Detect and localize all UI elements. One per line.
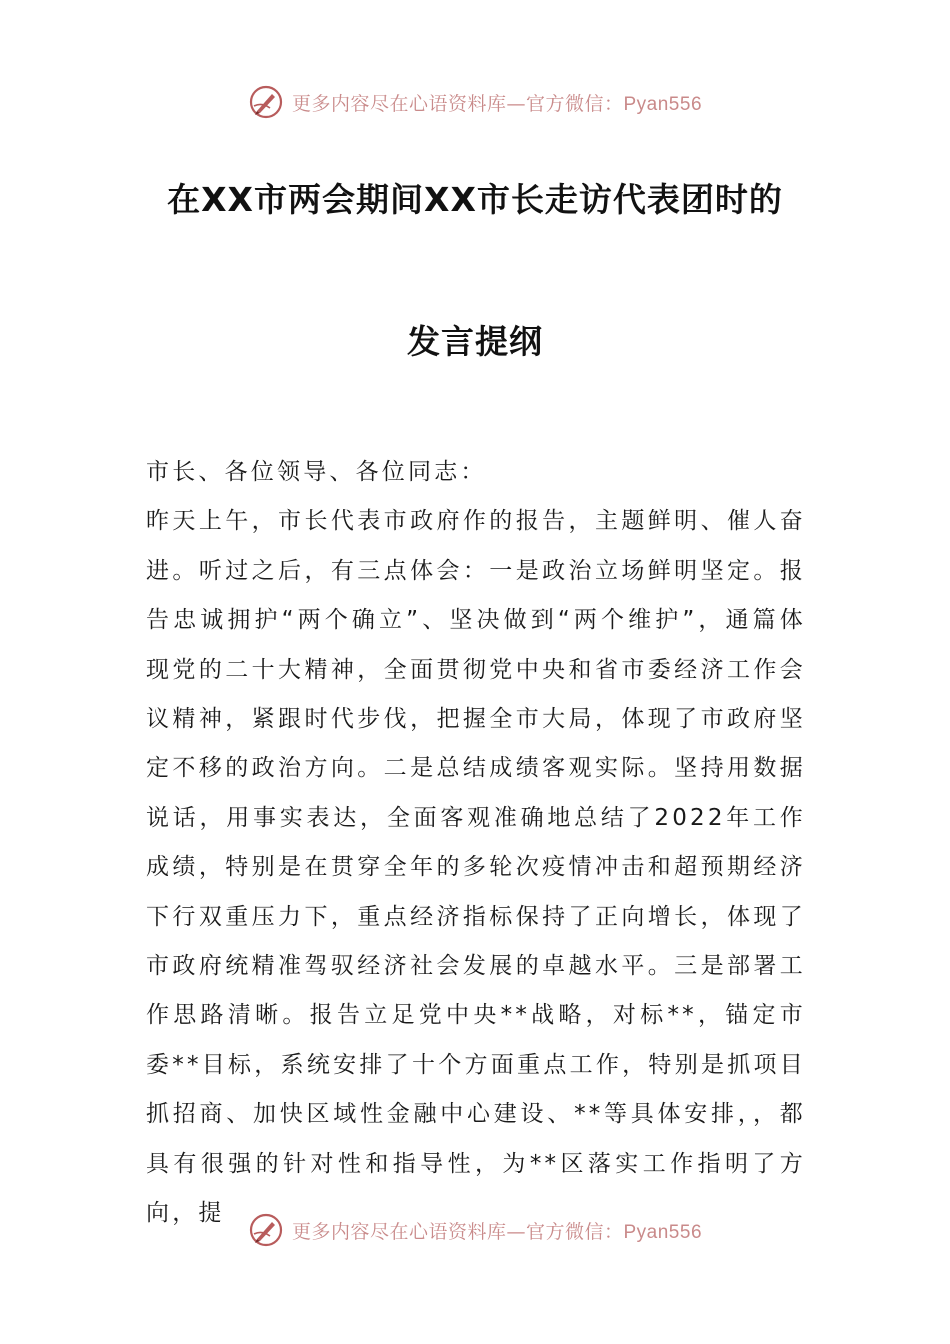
pen-logo-icon <box>248 84 284 120</box>
footer-watermark <box>0 1208 950 1252</box>
document-body <box>146 448 806 1239</box>
watermark-text: 更多内容尽在心语资料库—官方微信：Pyan556 <box>291 1220 703 1243</box>
document-title-line-2: 发言提纲 <box>407 322 543 361</box>
document-title-line-1: 在XX市两会期间XX市长走访代表团时的 <box>167 180 783 219</box>
watermark-text: 更多内容尽在心语资料库—官方微信：Pyan556 <box>291 92 703 115</box>
pen-logo-icon <box>248 1212 284 1248</box>
salutation: 市长、各位领导、各位同志： <box>146 459 487 485</box>
header-watermark <box>0 80 950 124</box>
body-paragraph: 昨天上午，市长代表市政府作的报告，主题鲜明、催人奋进。听过之后，有三点体会：一是政治立场鲜明坚定。报告忠诚拥护“两个确立”、坚决做到“两个维护”，通篇体现党的二十大精神，全面贯彻党中央和省市委经济工作会议精神，紧跟时代步伐，把握全市大局，体现了市政府坚定不移的政治方向。二是总结成绩客观实际。坚持用数据说话，用事实表达，全面客观准确地总结了2022年工作成绩，特别是在贯穿全年的多轮次疫情冲击和超预期经济下行双重压力下，重点经济指标保持了正向增长，体现了市政府统精准驾驭经济社会发展的卓越水平。三是部署工作思路清晰。报告立足党中央**战略，对标**，锚定市委**目标，系统安排了十个方面重点工作，特别是抓项目抓招商、加快区域性金融中心建设、**等具体安排，，都具有很强的针对性和指导性，为**区落实工作指明了方向，提 <box>146 508 806 1227</box>
